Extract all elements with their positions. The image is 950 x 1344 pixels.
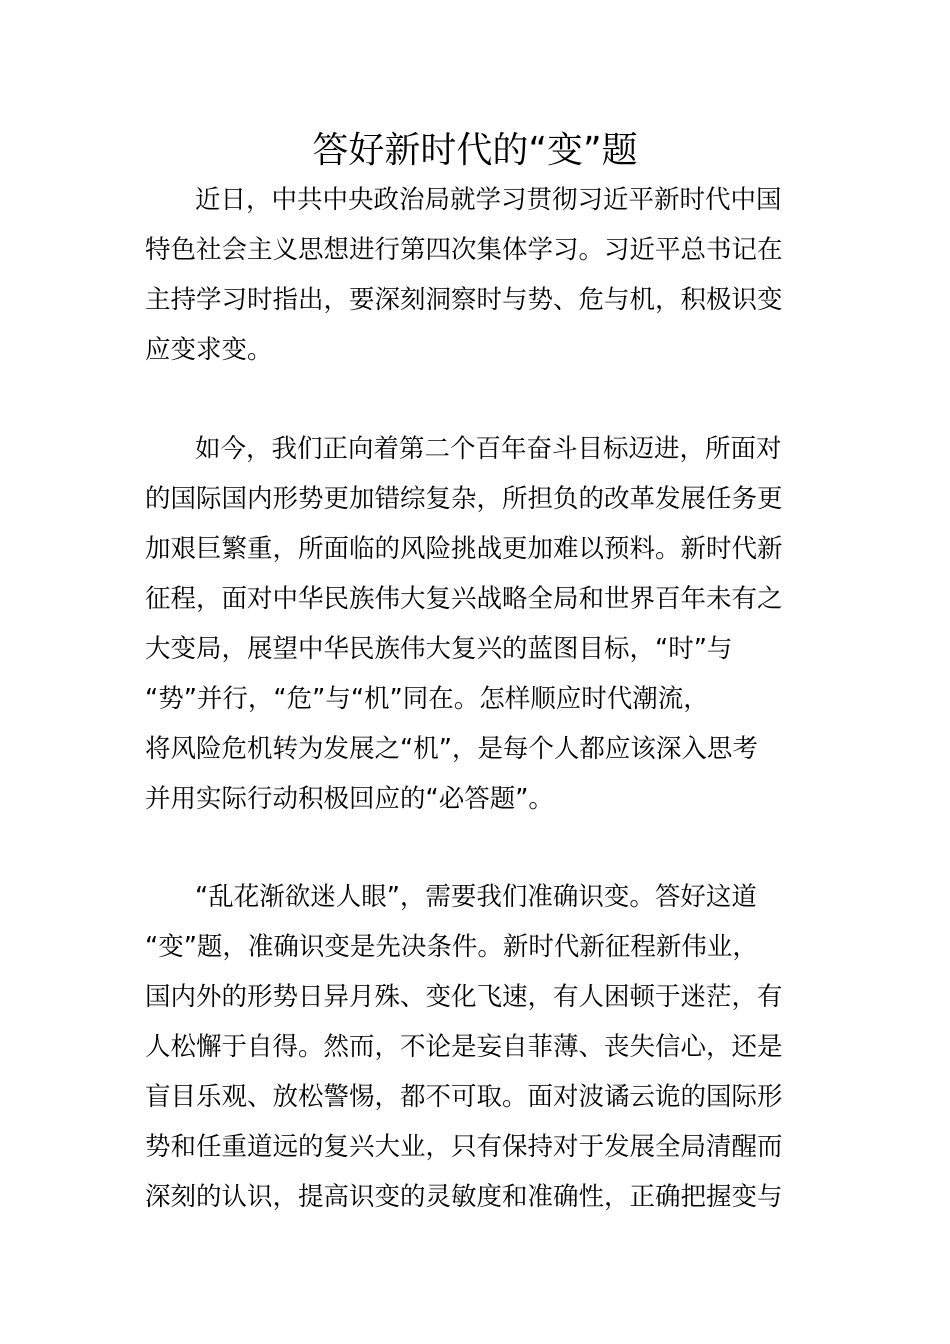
paragraph-line: “变”题，准确识变是先决条件。新时代新征程新伟业， [145,932,758,962]
paragraph-line: 特色社会主义思想进行第四次集体学习。习近平总书记在 [145,235,783,265]
paragraph-line: 盲目乐观、放松警惕，都不可取。面对波谲云诡的国际形 [145,1082,783,1112]
paragraph-line: 深刻的认识，提高识变的灵敏度和准确性，正确把握变与 [145,1182,783,1212]
paragraph-line: 大变局，展望中华民族伟大复兴的蓝图目标，“时”与 [145,634,733,664]
paragraph-line: 国内外的形势日异月殊、变化飞速，有人困顿于迷茫，有 [145,982,783,1012]
paragraph-line: 近日，中共中央政治局就学习贯彻习近平新时代中国 [195,185,782,215]
paragraph-line: 如今，我们正向着第二个百年奋斗目标迈进，所面对 [195,434,782,464]
paragraph-line: 加艰巨繁重，所面临的风险挑战更加难以预料。新时代新 [145,534,783,564]
paragraph-line: 将风险危机转为发展之“机”，是每个人都应该深入思考 [145,734,758,764]
document-title: 答好新时代的“变”题 [312,130,638,171]
paragraph-line: “乱花渐欲迷人眼”，需要我们准确识变。答好这道 [195,882,757,912]
paragraph-line: 主持学习时指出，要深刻洞察时与势、危与机，积极识变 [145,285,783,315]
paragraph-line: 人松懈于自得。然而，不论是妄自菲薄、丧失信心，还是 [145,1032,783,1062]
paragraph-line: 的国际国内形势更加错综复杂，所担负的改革发展任务更 [145,484,783,514]
paragraph-line: 应变求变。 [145,335,273,365]
paragraph-line: “势”并行，“危”与“机”同在。怎样顺应时代潮流， [145,684,709,714]
paragraph-line: 征程，面对中华民族伟大复兴战略全局和世界百年未有之 [145,584,783,614]
paragraph-line: 并用实际行动积极回应的“必答题”。 [145,784,554,814]
paragraph-line: 势和任重道远的复兴大业，只有保持对于发展全局清醒而 [145,1132,783,1162]
